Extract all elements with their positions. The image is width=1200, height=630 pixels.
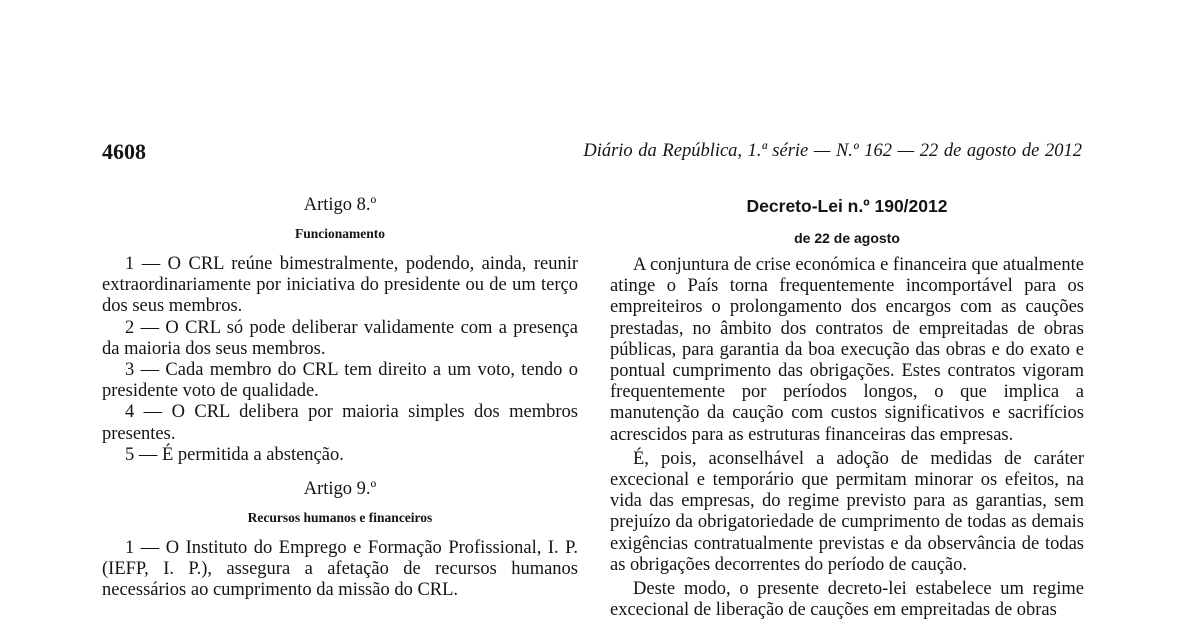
article-8-paragraph-2: 2 — O CRL só pode deliberar validamente com a presença da maioria dos seus membros.	[102, 317, 578, 359]
preamble-paragraph-3: Deste modo, o presente decreto-lei estabelece um regime excecional de liberação de cauções em empreitadas de obras	[610, 579, 1084, 621]
article-9-heading: Recursos humanos e financeiros	[247, 510, 433, 526]
article-8-paragraph-1: 1 — O CRL reúne bimestralmente, podendo, ainda, reunir extraordinariamente por iniciativa do presidente ou de um terço dos seus membros.	[102, 254, 578, 317]
article-8-title: Artigo 8.º	[303, 195, 377, 215]
article-8-paragraph-5: 5 — É permitida a abstenção.	[125, 444, 344, 465]
article-9-title: Artigo 9.º	[303, 479, 377, 500]
preamble-paragraph-1: A conjuntura de crise económica e financeira que atualmente atinge o País torna frequentemente incomportável para os empreiteiros o prolongamento dos encargos com as cauções prestadas, no âmbito dos contratos de empreitadas de obras públicas, para garantia da boa execução das obras e do exato e pontual cumprimento das obrigações. Estes contratos vigoram frequentemente por períodos longos, o que implica a manutenção da caução com custos significativos e sacrifícios acrescidos para as estruturas financeiras das empresas.	[610, 255, 1084, 445]
page-number: 4608	[102, 139, 146, 164]
running-header: Diário da República, 1.ª série — N.º 162 — 22 de agosto de 2012	[583, 141, 1082, 161]
article-8-paragraph-3: 3 — Cada membro do CRL tem direito a um voto, tendo o presidente voto de qualidade.	[102, 360, 578, 402]
decree-date: de 22 de agosto	[794, 230, 900, 246]
left-column	[102, 190, 578, 602]
right-column	[610, 190, 1084, 621]
article-9-paragraph-1: 1 — O Instituto do Emprego e Formação Profissional, I. P. (IEFP, I. P.), assegura a afetação de recursos humanos necessários ao cumprimento da missão do CRL.	[102, 538, 578, 601]
preamble-paragraph-2: É, pois, aconselhável a adoção de medidas de caráter excecional e temporário que permitam minorar os efeitos, na vida das empresas, do regime previsto para as garantias, sem prejuízo da obrigatoriedade de cumprimento de todas as demais exigências contratualmente previstas e da observância de todas as obrigações decorrentes do período de caução.	[610, 448, 1084, 575]
decree-title: Decreto-Lei n.º 190/2012	[746, 196, 948, 216]
article-8-heading: Funcionamento	[294, 226, 385, 241]
article-8-paragraph-4: 4 — O CRL delibera por maioria simples dos membros presentes.	[102, 402, 578, 444]
